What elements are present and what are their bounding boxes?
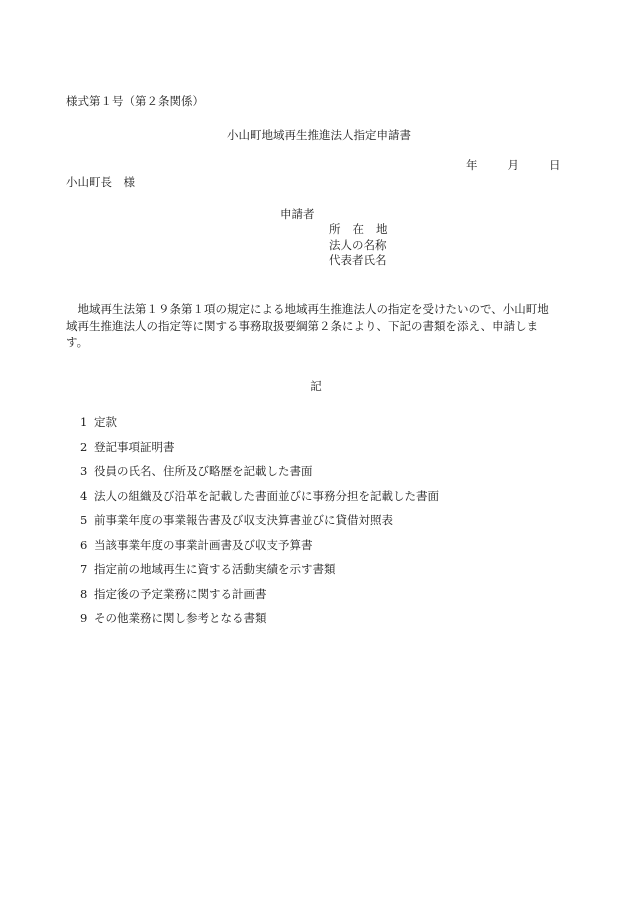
list-item: 6 当該事業年度の事業計画書及び収支予算書 (80, 537, 313, 552)
attachment-list (80, 417, 439, 638)
ki-heading: 記 (310, 379, 322, 393)
addressee: 小山町長 様 (66, 175, 135, 189)
field-corporation-name: 法人の名称 (329, 237, 387, 252)
list-item: 1 定款 (80, 415, 117, 429)
applicant-fields (329, 224, 388, 271)
list-item: 2 登記事項証明書 (80, 439, 175, 454)
list-item: 5 前事業年度の事業報告書及び収支決算書並びに貸借対照表 (80, 513, 393, 527)
date-year-label: 年 (466, 158, 478, 172)
date-day-label: 日 (549, 158, 561, 172)
list-item: 3 役員の氏名、住所及び略歴を記載した書面 (80, 464, 313, 478)
form-number-label: 様式第１号（第２条関係） (66, 94, 204, 108)
field-representative-name: 代表者氏名 (329, 253, 387, 267)
date-line (466, 160, 561, 172)
list-item: 9 その他業務に関し参考となる書類 (80, 611, 267, 625)
list-item: 4 法人の組織及び沿革を記載した書面並びに事務分担を記載した書面 (80, 488, 439, 503)
date-month-label: 月 (507, 158, 519, 172)
field-location: 所 在 地 (329, 222, 388, 236)
application-body-text: 地域再生法第１９条第１項の規定による地域再生推進法人の指定を受けたいので、小山町地域再生推進法人の指定等に関する事務取扱要綱第２条により、下記の書類を添え、申請します。 (66, 302, 549, 349)
list-item: 8 指定後の予定業務に関する計画書 (80, 586, 267, 601)
list-item: 7 指定前の地域再生に資する活動実績を示す書類 (80, 562, 336, 576)
document-title: 小山町地域再生推進法人指定申請書 (227, 128, 411, 142)
applicant-heading: 申請者 (280, 207, 315, 221)
